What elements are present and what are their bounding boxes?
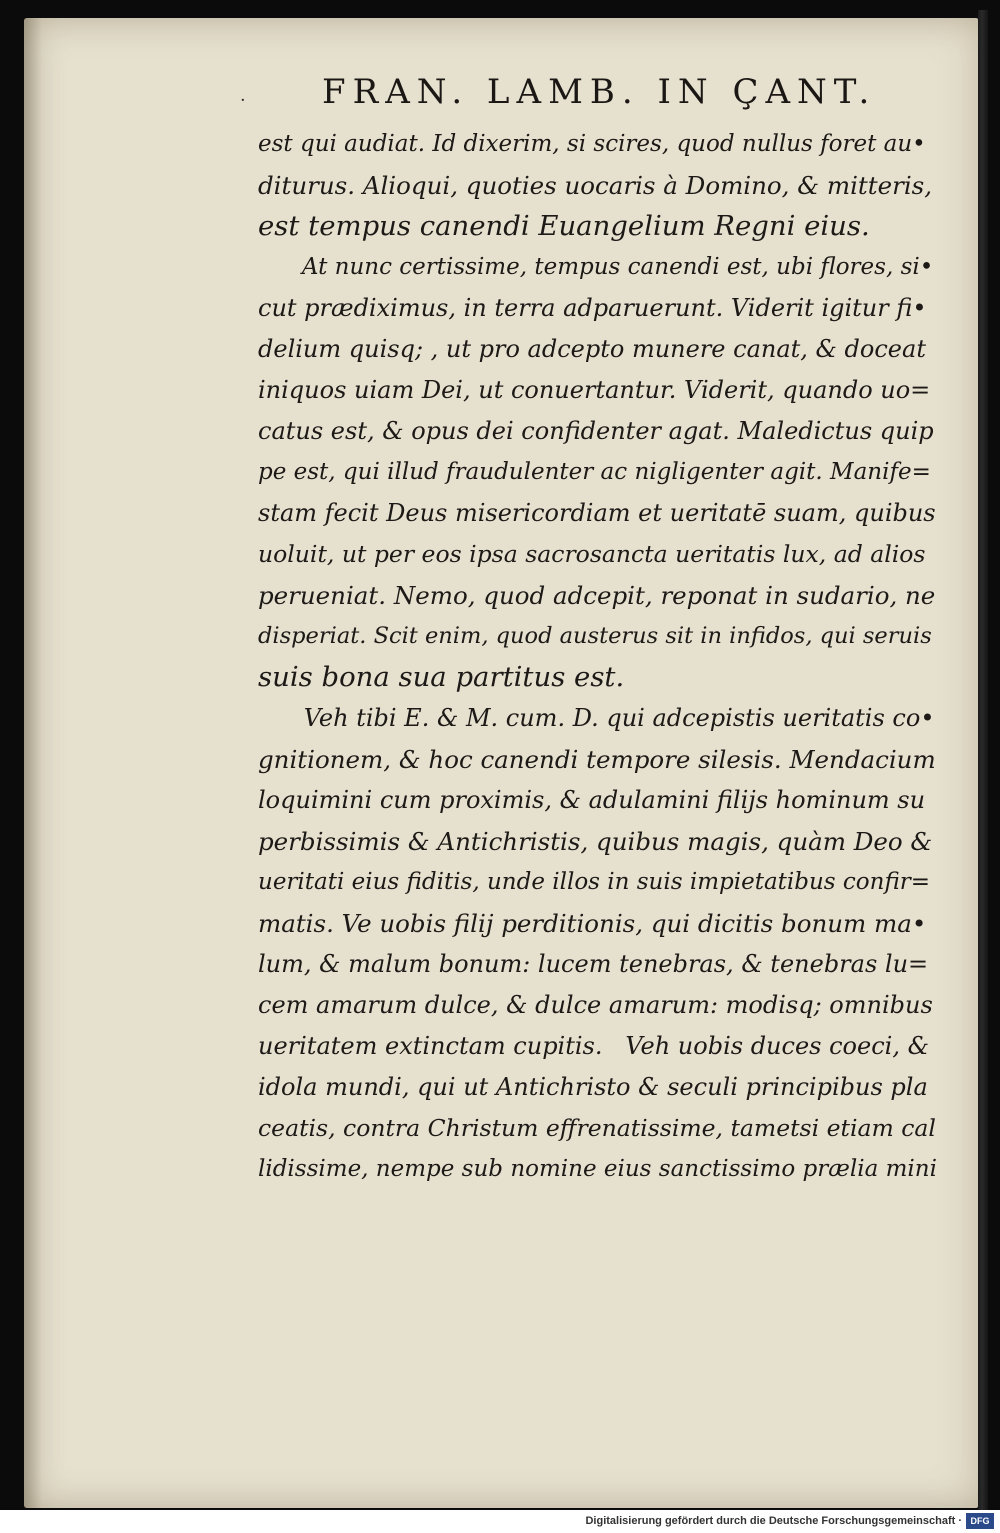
- text-line: delium quisq; , ut pro adcepto munere canat, & doceat: [258, 335, 926, 363]
- text-line: perueniat. Nemo, quod adcepit, reponat in sudario, ne: [258, 581, 936, 610]
- text-line: pe est, qui illud fraudulenter ac nigligenter agit. Manife=: [258, 459, 931, 485]
- text-line: perbissimis & Antichristis, quibus magis, quàm Deo &: [258, 827, 933, 856]
- text-line: catus est, & opus dei confidenter agat. Maledictus quip: [258, 417, 934, 445]
- funding-credit: Digitalisierung gefördert durch die Deutsche Forschungsgemeinschaft ·: [585, 1515, 962, 1527]
- text-line: cut prædiximus, in terra adparuerunt. Viderit igitur fi•: [258, 294, 927, 322]
- text-line: lum, & malum bonum: lucem tenebras, & tenebras lu=: [258, 950, 929, 978]
- running-head: FRAN. LAMB. IN ÇANT.: [322, 72, 877, 112]
- text-line: diturus. Alioqui, quoties uocaris à Domino, & mitteris,: [258, 171, 933, 200]
- body-text: [258, 124, 938, 1190]
- text-line: ceatis, contra Christum effrenatissime, tametsi etiam cal: [258, 1114, 936, 1142]
- text-line: Veh tibi E. & M. cum. D. qui adcepistis ueritatis co•: [258, 704, 935, 732]
- footer-bar: [0, 1510, 1000, 1533]
- text-line: lidissime, nempe sub nomine eius sanctissimo prælia mini: [258, 1156, 937, 1182]
- text-line: At nunc certissime, tempus canendi est, ubi flores, si•: [258, 254, 934, 280]
- header-mark: ·: [240, 90, 246, 111]
- text-line: ueritati eius fiditis, unde illos in suis impietatibus confir=: [258, 869, 931, 895]
- text-line: ueritatem extinctam cupitis. Veh uobis duces coeci, &: [258, 1032, 929, 1060]
- text-line: loquimini cum proximis, & adulamini filijs hominum su: [258, 786, 926, 814]
- text-line: suis bona sua partitus est.: [258, 661, 625, 693]
- text-line: stam fecit Deus misericordiam et ueritatē suam, quibus: [258, 499, 936, 527]
- text-line: idola mundi, qui ut Antichristo & seculi principibus pla: [258, 1073, 928, 1101]
- text-line: uoluit, ut per eos ipsa sacrosancta ueritatis lux, ad alios: [258, 540, 926, 568]
- text-line: cem amarum dulce, & dulce amarum: modisq; omnibus: [258, 991, 933, 1019]
- text-line: matis. Ve uobis filij perditionis, qui dicitis bonum ma•: [258, 909, 927, 938]
- text-line: est qui audiat. Id dixerim, si scires, quod nullus foret au•: [258, 131, 926, 157]
- text-line: iniquos uiam Dei, ut conuertantur. Viderit, quando uo=: [258, 376, 931, 404]
- text-line: est tempus canendi Euangelium Regni eius.: [258, 210, 870, 242]
- dfg-logo-icon: DFG: [966, 1513, 994, 1529]
- text-line: disperiat. Scit enim, quod austerus sit in infidos, qui seruis: [258, 623, 932, 649]
- next-page-edge: [978, 10, 988, 1510]
- text-line: gnitionem, & hoc canendi tempore silesis. Mendacium: [258, 745, 936, 774]
